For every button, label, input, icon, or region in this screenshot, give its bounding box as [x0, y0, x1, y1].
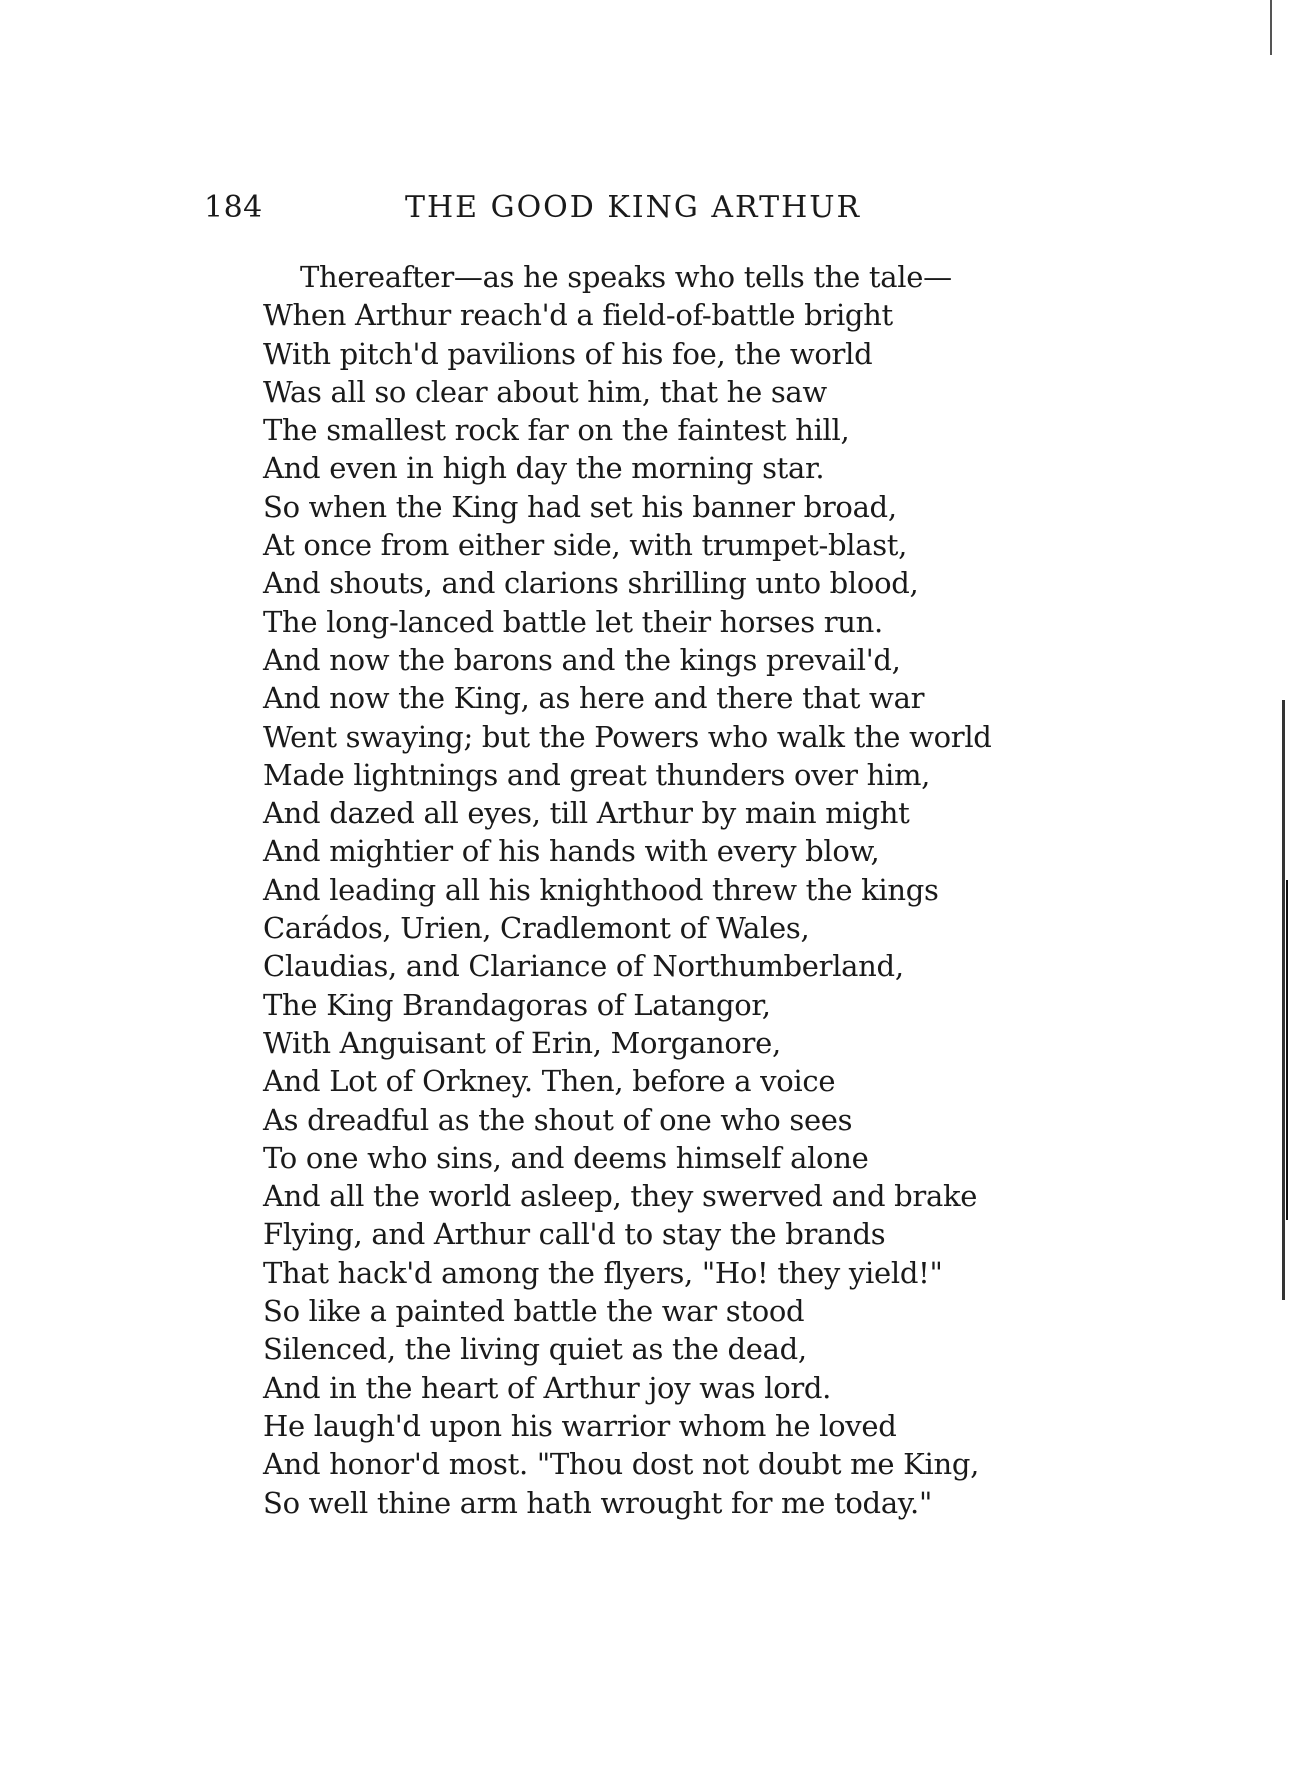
scan-edge-mark: [1286, 880, 1288, 1220]
poem-line: The King Brandagoras of Latangor,: [263, 987, 771, 1022]
poem-line: Claudias, and Clariance of Northumberland,: [263, 949, 904, 984]
poem-line: And now the King, as here and there that war: [263, 681, 925, 716]
poem-line: And honor'd most. "Thou dost not doubt me King,: [263, 1447, 980, 1482]
poem-line: Flying, and Arthur call'd to stay the brands: [263, 1217, 886, 1252]
scan-edge-mark: [1282, 700, 1285, 1300]
page-number: 184: [204, 190, 263, 225]
poem-line: Thereafter—as he speaks who tells the tale—: [300, 260, 952, 294]
poem-line: And shouts, and clarions shrilling unto blood,: [263, 566, 919, 601]
poem-line: He laugh'd upon his warrior whom he loved: [263, 1408, 897, 1443]
poem-line: Silenced, the living quiet as the dead,: [263, 1332, 807, 1367]
poem-text: [263, 258, 992, 1522]
poem-line: That hack'd among the flyers, "Ho! they yield!": [263, 1255, 943, 1290]
poem-line: When Arthur reach'd a field-of-battle bright: [263, 298, 893, 333]
poem-line: And in the heart of Arthur joy was lord.: [263, 1370, 832, 1405]
poem-line: To one who sins, and deems himself alone: [263, 1140, 869, 1175]
poem-line: The smallest rock far on the faintest hill,: [263, 413, 850, 448]
poem-line: And leading all his knighthood threw the kings: [263, 872, 939, 907]
poem-line: And even in high day the morning star.: [263, 451, 825, 486]
scan-edge-mark: [1270, 0, 1272, 55]
poem-line: So when the King had set his banner broad,: [263, 489, 897, 524]
poem-line: And now the barons and the kings prevail'd,: [263, 642, 901, 677]
poem-line: So like a painted battle the war stood: [263, 1294, 805, 1329]
poem-line: And mightier of his hands with every blow,: [263, 834, 880, 869]
poem-line: And dazed all eyes, till Arthur by main might: [263, 796, 910, 831]
poem-line: With pitch'd pavilions of his foe, the world: [263, 336, 873, 371]
poem-line: And Lot of Orkney. Then, before a voice: [263, 1064, 836, 1099]
poem-line: Made lightnings and great thunders over him,: [263, 757, 931, 792]
poem-line: As dreadful as the shout of one who sees: [263, 1102, 853, 1137]
poem-line: Was all so clear about him, that he saw: [263, 374, 827, 409]
poem-line: Went swaying; but the Powers who walk the world: [263, 719, 992, 754]
poem-line: So well thine arm hath wrought for me today.": [263, 1485, 932, 1520]
poem-line: And all the world asleep, they swerved and brake: [263, 1179, 978, 1214]
poem-line: Carádos, Urien, Cradlemont of Wales,: [263, 911, 810, 946]
poem-line: The long-lanced battle let their horses run.: [263, 604, 883, 639]
running-head: THE GOOD KING ARTHUR: [405, 190, 862, 225]
poem-line: At once from either side, with trumpet-blast,: [263, 528, 908, 563]
poem-line: With Anguisant of Erin, Morganore,: [263, 1025, 781, 1060]
